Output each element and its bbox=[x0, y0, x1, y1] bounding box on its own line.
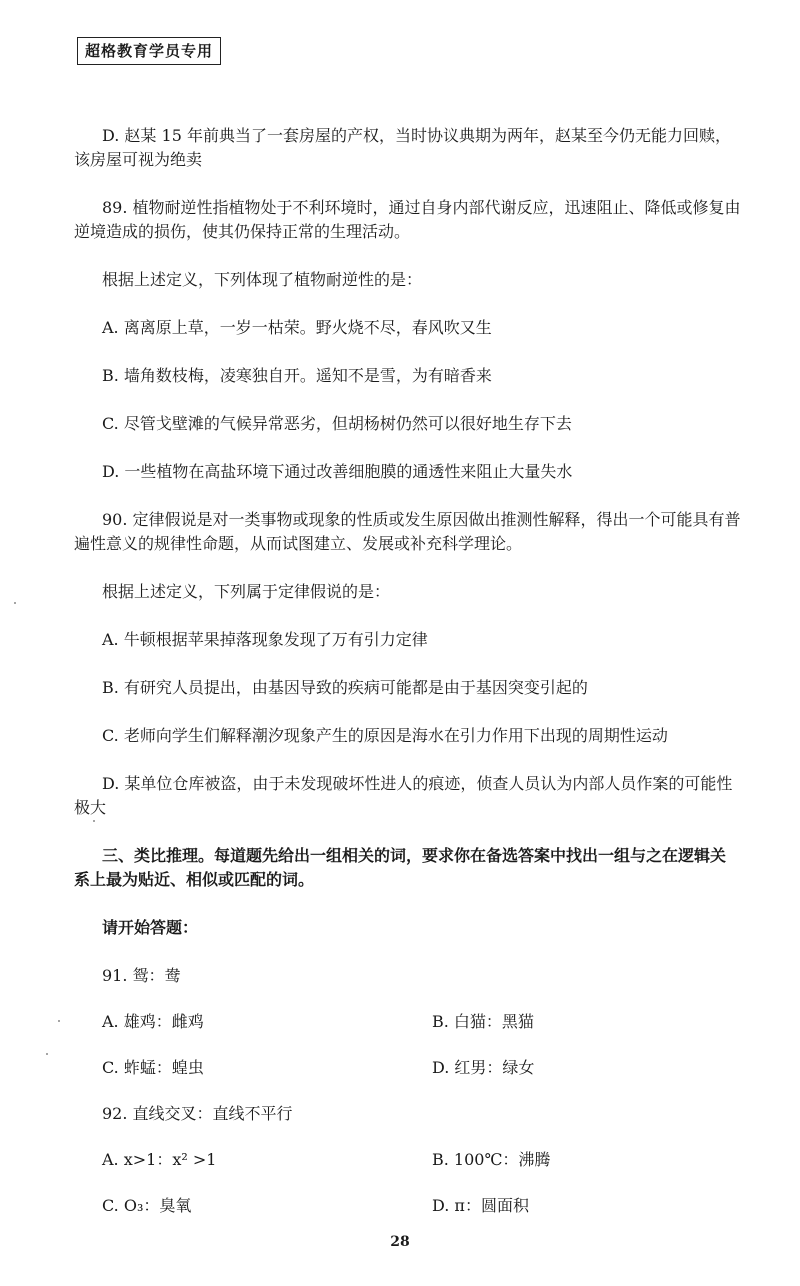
question-stem: 91. 鸳：鸯 bbox=[102, 966, 181, 985]
option-d-text: D. 赵某 15 年前典当了一套房屋的产权，当时协议典期为两年，赵某至今仍无能力回赎， bbox=[102, 126, 731, 145]
option-a: A. 牛顿根据苹果掉落现象发现了万有引力定律 bbox=[102, 630, 428, 649]
option-d: D. 某单位仓库被盗，由于未发现破坏性进人的痕迹，侦查人员认为内部人员作案的可能性 bbox=[102, 774, 733, 793]
option-d: D. π：圆面积 bbox=[432, 1196, 529, 1215]
question-92 bbox=[74, 1102, 724, 1218]
option-c: C. O₃：臭氧 bbox=[102, 1196, 192, 1215]
option-b: B. 墙角数枝梅，凌寒独自开。遥知不是雪，为有暗香来 bbox=[102, 366, 492, 385]
option-a: A. 雄鸡：雌鸡 bbox=[102, 1012, 204, 1031]
option-d-continued: 极大 bbox=[74, 798, 107, 817]
page-number: 28 bbox=[390, 1234, 410, 1250]
section-heading-continued: 系上最为贴近、相似或匹配的词。 bbox=[74, 870, 315, 889]
start-instruction: 请开始答题： bbox=[102, 918, 199, 937]
option-b: B. 有研究人员提出，由基因导致的疾病可能都是由于基因突变引起的 bbox=[102, 678, 588, 697]
section-3-analogy bbox=[74, 844, 727, 940]
question-prompt: 根据上述定义，下列属于定律假说的是： bbox=[102, 582, 391, 601]
option-a: A. x>1：x² >1 bbox=[102, 1150, 217, 1169]
option-b: B. 白猫：黑猫 bbox=[432, 1012, 534, 1031]
question-89 bbox=[74, 196, 741, 484]
question-88-option-d bbox=[74, 124, 731, 172]
scan-speck bbox=[46, 1053, 48, 1055]
option-d: D. 红男：绿女 bbox=[432, 1058, 535, 1077]
options-row-2 bbox=[74, 1194, 724, 1218]
options-row-2 bbox=[74, 1056, 724, 1080]
scan-speck bbox=[93, 820, 95, 822]
question-stem-continued: 遍性意义的规律性命题，从而试图建立、发展或补充科学理论。 bbox=[74, 534, 523, 553]
option-d: D. 一些植物在高盐环境下通过改善细胞膜的通透性来阻止大量失水 bbox=[102, 462, 573, 481]
option-c: C. 老师向学生们解释潮汐现象产生的原因是海水在引力作用下出现的周期性运动 bbox=[102, 726, 668, 745]
option-c: C. 蚱蜢：蝗虫 bbox=[102, 1058, 204, 1077]
section-heading: 三、类比推理。每道题先给出一组相关的词，要求你在备选答案中找出一组与之在逻辑关 bbox=[102, 846, 727, 865]
option-d-text-continued: 该房屋可视为绝卖 bbox=[74, 150, 203, 169]
question-stem: 92. 直线交叉：直线不平行 bbox=[102, 1104, 293, 1123]
scan-speck bbox=[58, 1020, 60, 1022]
page-content bbox=[74, 124, 741, 1218]
question-stem: 89. 植物耐逆性指植物处于不利环境时，通过自身内部代谢反应，迅速阻止、降低或修复由 bbox=[102, 198, 741, 217]
option-a: A. 离离原上草，一岁一枯荣。野火烧不尽，春风吹又生 bbox=[102, 318, 492, 337]
scan-speck bbox=[14, 602, 16, 604]
question-stem-continued: 逆境造成的损伤，使其仍保持正常的生理活动。 bbox=[74, 222, 411, 241]
option-b: B. 100℃：沸腾 bbox=[432, 1150, 551, 1169]
options-row-1 bbox=[74, 1010, 724, 1034]
option-c: C. 尽管戈壁滩的气候异常恶劣，但胡杨树仍然可以很好地生存下去 bbox=[102, 414, 572, 433]
student-only-stamp: 超格教育学员专用 bbox=[77, 37, 221, 65]
question-prompt: 根据上述定义，下列体现了植物耐逆性的是： bbox=[102, 270, 423, 289]
options-row-1 bbox=[74, 1148, 724, 1172]
question-stem: 90. 定律假说是对一类事物或现象的性质或发生原因做出推测性解释，得出一个可能具有普 bbox=[102, 510, 741, 529]
question-90 bbox=[74, 508, 741, 820]
question-91 bbox=[74, 964, 724, 1080]
